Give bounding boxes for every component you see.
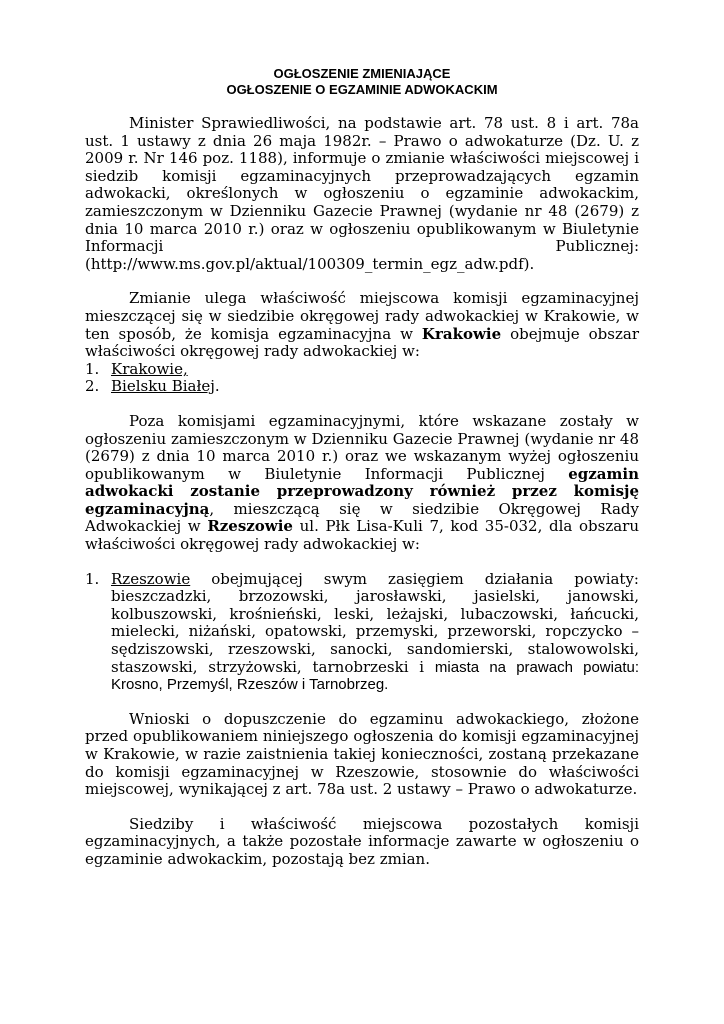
- document-page: [85, 66, 639, 869]
- list-item-number: 2.: [85, 377, 100, 396]
- paragraph-krakow-change: [85, 290, 639, 360]
- list-item-cities: miasta na prawach powiatu: Krosno, Przemyśl, Rzeszów i Tarnobrzeg.: [111, 658, 639, 694]
- list-item-suffix: .: [214, 377, 220, 396]
- paragraph-rzeszow-text-1: Poza komisjami egzaminacyjnymi, które wskazane zostały w ogłoszeniu zamieszczonym w Dzienniku Gazecie Prawnej (wydanie nr 48 (2679) z dnia 10 marca 2010 r.) oraz we wskazanym wyżej ogłoszeniu opublikowanym w Biuletynie Informacji Publicznej: [85, 411, 639, 483]
- list-item: [85, 361, 639, 379]
- paragraph-krakow-change-text-2: obejmuje obszar właściwości okręgowej rady adwokackiej w:: [85, 324, 639, 361]
- document-title: [85, 66, 639, 98]
- paragraph-rzeszow-text-2: , mieszczącą się w siedzibie Okręgowej Rady Adwokackiej w: [85, 499, 639, 536]
- list-item-number: 1.: [85, 569, 100, 588]
- title-line-1: OGŁOSZENIE ZMIENIAJĄCE: [273, 66, 451, 81]
- paragraph-rzeszow-commission: [85, 413, 639, 554]
- title-line-2: OGŁOSZENIE O EGZAMINIE ADWOKACKIM: [226, 82, 498, 97]
- krakow-area-list: [85, 361, 639, 396]
- rzeszow-area-list: [85, 571, 639, 694]
- list-item: [85, 378, 639, 396]
- paragraph-applications: Wnioski o dopuszczenie do egzaminu adwokackiego, złożone przed opublikowaniem niniejszego ogłoszenia do komisji egzaminacyjnej w Krakowie, w razie zaistnienia takiej konieczności, zostaną przekazane do komisji egzaminacyjnej w Rzeszowie, stosownie do właściwości miejscowej, wynikającej z art. 78a ust. 2 ustawy – Prawo o adwokaturze.: [85, 709, 639, 799]
- bold-city-rzeszow: Rzeszowie: [207, 517, 293, 536]
- list-item-city: Krakowie,: [111, 359, 188, 378]
- paragraph-krakow-change-text-1: Zmianie ulega właściwość miejscowa komisji egzaminacyjnej mieszczącej się w siedzibie okręgowej rady adwokackiej w Krakowie, w ten sposób, że komisja egzaminacyjna w: [85, 289, 639, 343]
- paragraph-rzeszow-text-3: ul. Płk Lisa-Kuli 7, kod 35-032, dla obszaru właściwości okręgowej rady adwokackiej w:: [85, 517, 640, 554]
- bold-exam-statement: egzamin adwokacki zostanie przeprowadzony również przez komisję egzaminacyjną: [85, 464, 639, 518]
- paragraph-closing: Siedziby i właściwość miejscowa pozostałych komisji egzaminacyjnych, a także pozostałe informacje zawarte w ogłoszeniu o egzaminie adwokackim, pozostają bez zmian.: [85, 814, 639, 868]
- paragraph-legal-basis: Minister Sprawiedliwości, na podstawie art. 78 ust. 8 i art. 78a ust. 1 ustawy z dnia 26 maja 1982r. – Prawo o adwokaturze (Dz. U. z 2009 r. Nr 146 poz. 1188), informuje o zmianie właściwości miejscowej i siedzib komisji egzaminacyjnych przeprowadzających egzamin adwokacki, określonych w ogłoszeniu o egzaminie adwokackim, zamieszczonym w Dzienniku Gazecie Prawnej (wydanie nr 48 (2679) z dnia 10 marca 2010 r.) oraz w ogłoszeniu opublikowanym w Biuletynie Informacji Publicznej: (http://www.ms.gov.pl/aktual/100309_termin_egz_adw.pdf).: [85, 114, 639, 273]
- list-item-city: Rzeszowie: [111, 569, 191, 588]
- list-item-city: Bielsku Białej: [111, 377, 215, 396]
- list-item-number: 1.: [85, 359, 100, 378]
- bold-city-krakow: Krakowie: [421, 324, 502, 343]
- list-item-districts: obejmującej swym zasięgiem działania powiaty: bieszczadzki, brzozowski, jarosławski, jasielski, janowski, kolbuszowski, krośnieński, leski, leżajski, lubaczowski, łańcucki, mielecki, niżański, opatowski, przemyski, przeworski, ropczycko – sędziszowski, rzeszowski, sanocki, sandomierski, stalowowolski, staszowski, strzyżowski, tarnobrzeski i: [111, 569, 639, 676]
- list-item: [85, 571, 639, 694]
